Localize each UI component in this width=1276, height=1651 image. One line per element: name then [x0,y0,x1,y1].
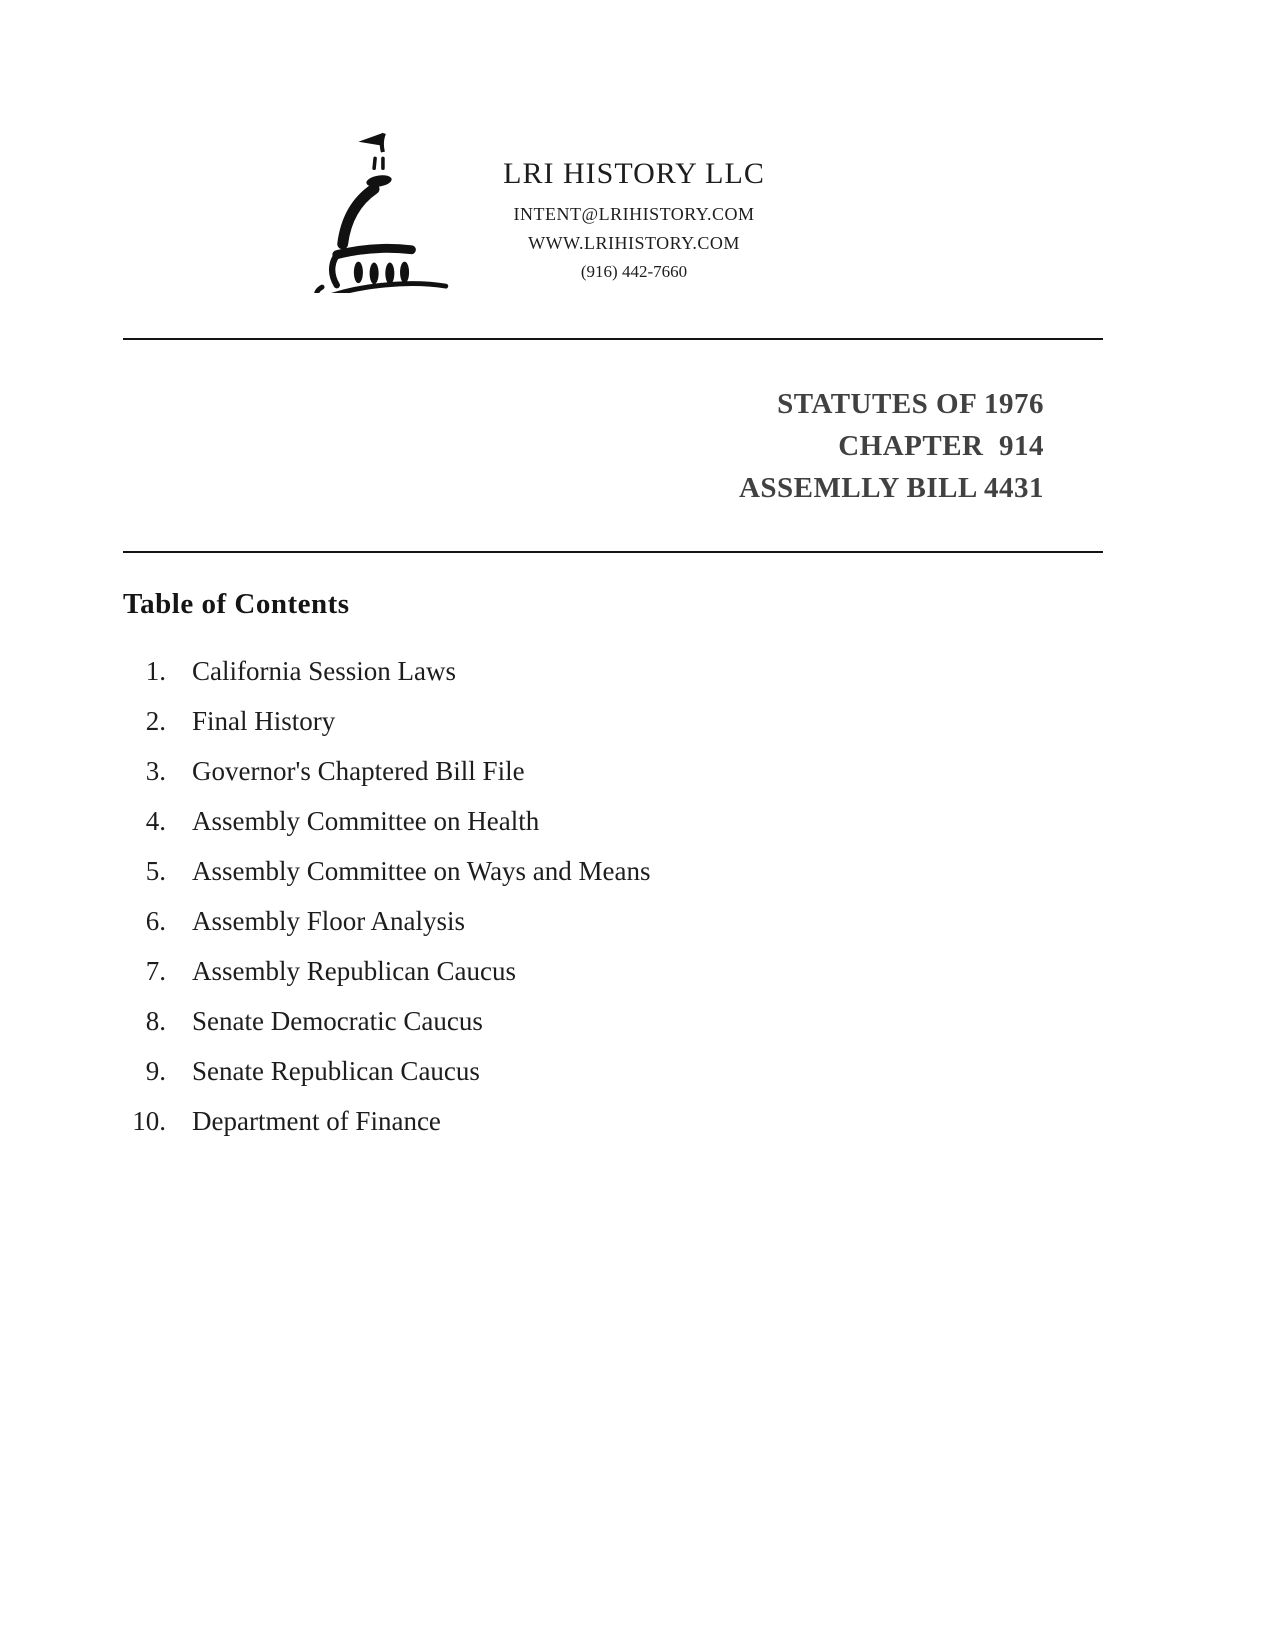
document-title-block [739,383,1044,509]
company-name: LRI HISTORY LLC [503,157,765,190]
toc-item [123,896,923,946]
toc-item [123,796,923,846]
company-phone: (916) 442-7660 [580,262,688,281]
divider-top [123,338,1103,340]
toc-item-label: Assembly Republican Caucus [192,956,516,986]
title-bill-line: ASSEMLLY BILL 4431 [738,472,1044,504]
toc-item [123,646,923,696]
toc-item-number: 1. [145,656,166,686]
toc-item [123,746,923,796]
toc-item [123,696,923,746]
toc-item-label: Senate Democratic Caucus [192,1006,483,1036]
toc-item-number: 9. [145,1056,166,1086]
toc-item-label: Assembly Floor Analysis [192,906,466,936]
toc-item-label: California Session Laws [192,656,456,686]
toc-item-label: Final History [192,706,336,736]
toc-item-number: 8. [145,1006,166,1036]
toc-item-number: 2. [145,706,166,736]
company-website: WWW.LRIHISTORY.COM [528,233,740,253]
toc-item [123,946,923,996]
title-chapter-line: CHAPTER 914 [838,430,1044,462]
toc-item-number: 7. [145,956,166,986]
toc-item-number: 3. [145,756,166,786]
divider-middle [123,551,1103,553]
company-header [443,156,825,281]
toc-list [123,646,923,1146]
company-email: INTENT@LRIHISTORY.COM [513,204,755,224]
title-statutes-line: STATUTES OF 1976 [777,388,1044,420]
toc-item-label: Governor's Chaptered Bill File [192,756,525,786]
toc-item [123,996,923,1046]
toc-item [123,846,923,896]
toc-item-label: Department of Finance [192,1106,441,1136]
capitol-dome-logo-icon [296,128,464,293]
toc-item [123,1046,923,1096]
toc-item-number: 10. [132,1106,166,1136]
toc-item-label: Assembly Committee on Health [192,806,540,836]
toc-item [123,1096,923,1146]
toc-item-number: 5. [145,856,166,886]
toc-item-number: 6. [145,906,166,936]
toc-heading: Table of Contents [123,588,350,620]
toc-item-label: Senate Republican Caucus [192,1056,480,1086]
toc-item-number: 4. [145,806,166,836]
toc-item-label: Assembly Committee on Ways and Means [192,856,651,886]
